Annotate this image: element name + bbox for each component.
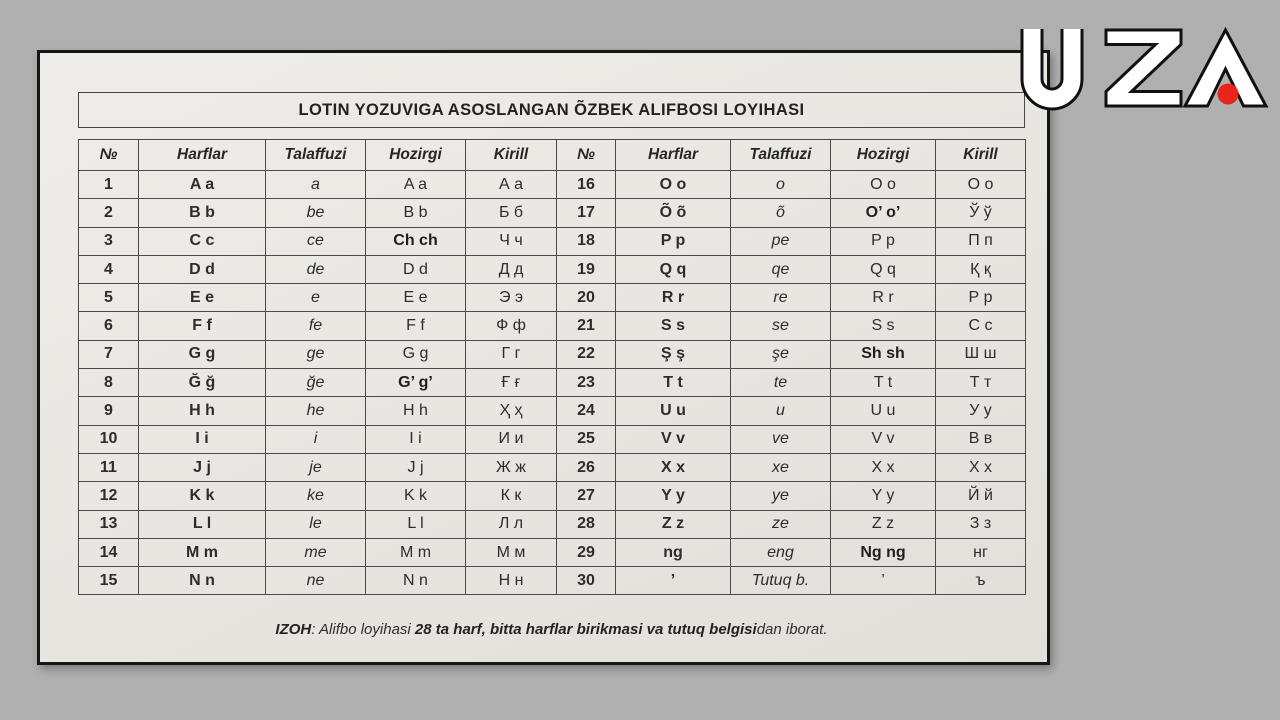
table-cell: D d [366, 255, 466, 283]
table-cell: J j [139, 453, 266, 481]
table-cell: 20 [557, 284, 616, 312]
table-cell: R r [831, 284, 936, 312]
table-row [79, 397, 1026, 425]
table-cell: 24 [557, 397, 616, 425]
table-cell: Ğ ğ [139, 369, 266, 397]
table-cell: eng [731, 538, 831, 566]
table-cell: Л л [466, 510, 557, 538]
table-cell: У у [936, 397, 1026, 425]
table-cell: B b [139, 199, 266, 227]
table-cell: G g [366, 340, 466, 368]
table-cell: O’ o’ [831, 199, 936, 227]
table-cell: V v [616, 425, 731, 453]
table-cell: ze [731, 510, 831, 538]
header-talaffuzi-right: Talaffuzi [731, 140, 831, 171]
table-cell: de [266, 255, 366, 283]
table-cell: Ch ch [366, 227, 466, 255]
header-kirill-right: Kirill [936, 140, 1026, 171]
table-cell: Q q [831, 255, 936, 283]
header-talaffuzi-left: Talaffuzi [266, 140, 366, 171]
table-cell: E e [139, 284, 266, 312]
table-cell: Tutuq b. [731, 567, 831, 595]
table-cell: Z z [831, 510, 936, 538]
table-title: LOTIN YOZUVIGA ASOSLANGAN ÕZBEK ALIFBOSI LOYIHASI [78, 92, 1025, 128]
table-cell: te [731, 369, 831, 397]
table-cell: 26 [557, 453, 616, 481]
alphabet-table-body [79, 171, 1026, 595]
table-cell: U u [616, 397, 731, 425]
table-cell: T t [616, 369, 731, 397]
table-cell: F f [366, 312, 466, 340]
table-cell: М м [466, 538, 557, 566]
table-cell: 21 [557, 312, 616, 340]
table-cell: 23 [557, 369, 616, 397]
footnote-part1: : Alifbo loyihasi [311, 621, 415, 638]
table-cell: 6 [79, 312, 139, 340]
table-cell: ke [266, 482, 366, 510]
table-cell: M m [139, 538, 266, 566]
table-cell: Y y [616, 482, 731, 510]
table-cell: ng [616, 538, 731, 566]
table-cell: R r [616, 284, 731, 312]
table-cell: Sh sh [831, 340, 936, 368]
table-cell: re [731, 284, 831, 312]
footnote-part3: dan iborat. [756, 621, 828, 638]
table-cell: K k [139, 482, 266, 510]
table-cell: А а [466, 171, 557, 199]
table-cell: 27 [557, 482, 616, 510]
header-row [79, 140, 1026, 171]
table-cell: 22 [557, 340, 616, 368]
table-cell: be [266, 199, 366, 227]
table-cell: o [731, 171, 831, 199]
table-row [79, 425, 1026, 453]
table-row [79, 284, 1026, 312]
table-cell: 15 [79, 567, 139, 595]
table-cell: Б б [466, 199, 557, 227]
table-cell: ğe [266, 369, 366, 397]
table-cell: V v [831, 425, 936, 453]
table-cell: 17 [557, 199, 616, 227]
table-cell: Ш ш [936, 340, 1026, 368]
table-cell: 8 [79, 369, 139, 397]
table-cell: me [266, 538, 366, 566]
table-row [79, 227, 1026, 255]
table-cell: E e [366, 284, 466, 312]
table-row [79, 538, 1026, 566]
table-cell: Д д [466, 255, 557, 283]
table-cell: O o [616, 171, 731, 199]
table-cell: ’ [831, 567, 936, 595]
table-cell: С с [936, 312, 1026, 340]
document-photo [37, 50, 1050, 665]
table-cell: L l [139, 510, 266, 538]
table-cell: ъ [936, 567, 1026, 595]
table-cell: A a [139, 171, 266, 199]
table-cell: i [266, 425, 366, 453]
table-cell: 9 [79, 397, 139, 425]
table-cell: X x [616, 453, 731, 481]
table-cell: he [266, 397, 366, 425]
table-cell: G’ g’ [366, 369, 466, 397]
table-cell: К к [466, 482, 557, 510]
table-cell: G g [139, 340, 266, 368]
table-cell: З з [936, 510, 1026, 538]
table-cell: 28 [557, 510, 616, 538]
table-cell: J j [366, 453, 466, 481]
table-cell: 16 [557, 171, 616, 199]
footnote-part2: 28 ta harf, bitta harflar birikmasi va tutuq belgisi [414, 621, 757, 638]
table-cell: P p [616, 227, 731, 255]
table-cell: И и [466, 425, 557, 453]
table-cell: ge [266, 340, 366, 368]
table-cell: õ [731, 199, 831, 227]
table-cell: je [266, 453, 366, 481]
table-cell: S s [831, 312, 936, 340]
table-cell: fe [266, 312, 366, 340]
table-cell: Қ қ [936, 255, 1026, 283]
header-hozirgi-right: Hozirgi [831, 140, 936, 171]
logo-letter-z [1106, 30, 1181, 106]
table-cell: O o [831, 171, 936, 199]
table-cell: N n [139, 567, 266, 595]
table-cell: 7 [79, 340, 139, 368]
table-cell: P p [831, 227, 936, 255]
table-cell: L l [366, 510, 466, 538]
table-cell: D d [139, 255, 266, 283]
table-cell: 12 [79, 482, 139, 510]
table-cell: U u [831, 397, 936, 425]
table-cell: 13 [79, 510, 139, 538]
table-row [79, 340, 1026, 368]
header-no-left: № [79, 140, 139, 171]
table-cell: 1 [79, 171, 139, 199]
table-row [79, 312, 1026, 340]
table-cell: I i [139, 425, 266, 453]
header-hozirgi-left: Hozirgi [366, 140, 466, 171]
table-cell: нг [936, 538, 1026, 566]
table-cell: ’ [616, 567, 731, 595]
table-cell: 3 [79, 227, 139, 255]
table-cell: a [266, 171, 366, 199]
table-cell: Ғ ғ [466, 369, 557, 397]
alphabet-table [78, 139, 1026, 595]
table-cell: Ng ng [831, 538, 936, 566]
table-cell: Ч ч [466, 227, 557, 255]
table-cell: Г г [466, 340, 557, 368]
table-cell: F f [139, 312, 266, 340]
table-cell: B b [366, 199, 466, 227]
table-cell: u [731, 397, 831, 425]
table-cell: S s [616, 312, 731, 340]
table-cell: A a [366, 171, 466, 199]
table-row [79, 199, 1026, 227]
table-cell: 18 [557, 227, 616, 255]
table-cell: 5 [79, 284, 139, 312]
table-cell: 14 [79, 538, 139, 566]
table-cell: C c [139, 227, 266, 255]
table-cell: 11 [79, 453, 139, 481]
table-cell: 4 [79, 255, 139, 283]
table-cell: 19 [557, 255, 616, 283]
table-cell: П п [936, 227, 1026, 255]
table-cell: N n [366, 567, 466, 595]
table-row [79, 255, 1026, 283]
table-cell: Ж ж [466, 453, 557, 481]
table-cell: pe [731, 227, 831, 255]
table-cell: Ş ş [616, 340, 731, 368]
table-cell: Й й [936, 482, 1026, 510]
table-cell: Q q [616, 255, 731, 283]
table-cell: xe [731, 453, 831, 481]
table-cell: В в [936, 425, 1026, 453]
table-cell: T t [831, 369, 936, 397]
table-cell: qe [731, 255, 831, 283]
header-harflar-left: Harflar [139, 140, 266, 171]
table-cell: H h [366, 397, 466, 425]
table-cell: M m [366, 538, 466, 566]
table-cell: ye [731, 482, 831, 510]
table-cell: ne [266, 567, 366, 595]
table-cell: Y y [831, 482, 936, 510]
table-cell: e [266, 284, 366, 312]
table-cell: 30 [557, 567, 616, 595]
header-harflar-right: Harflar [616, 140, 731, 171]
table-cell: I i [366, 425, 466, 453]
uza-logo [1018, 25, 1270, 113]
table-cell: ce [266, 227, 366, 255]
table-cell: le [266, 510, 366, 538]
table-cell: 29 [557, 538, 616, 566]
table-cell: Ҳ ҳ [466, 397, 557, 425]
table-row [79, 510, 1026, 538]
table-cell: 10 [79, 425, 139, 453]
table-row [79, 453, 1026, 481]
table-cell: Н н [466, 567, 557, 595]
footnote [78, 621, 1025, 638]
table-cell: ve [731, 425, 831, 453]
table-row [79, 482, 1026, 510]
table-cell: şe [731, 340, 831, 368]
table-cell: 25 [557, 425, 616, 453]
table-cell: Э э [466, 284, 557, 312]
table-cell: Z z [616, 510, 731, 538]
table-cell: H h [139, 397, 266, 425]
table-row [79, 369, 1026, 397]
table-cell: Õ õ [616, 199, 731, 227]
table-cell: Ф ф [466, 312, 557, 340]
table-cell: Х х [936, 453, 1026, 481]
header-no-right: № [557, 140, 616, 171]
table-cell: se [731, 312, 831, 340]
header-kirill-left: Kirill [466, 140, 557, 171]
table-cell: Т т [936, 369, 1026, 397]
table-cell: X x [831, 453, 936, 481]
table-cell: Р р [936, 284, 1026, 312]
footnote-label: IZOH [275, 621, 312, 638]
table-cell: О о [936, 171, 1026, 199]
table-cell: 2 [79, 199, 139, 227]
table-cell: Ў ў [936, 199, 1026, 227]
table-cell: K k [366, 482, 466, 510]
logo-letter-u [1032, 29, 1072, 99]
table-row [79, 567, 1026, 595]
logo-red-dot [1218, 84, 1239, 105]
table-row [79, 171, 1026, 199]
